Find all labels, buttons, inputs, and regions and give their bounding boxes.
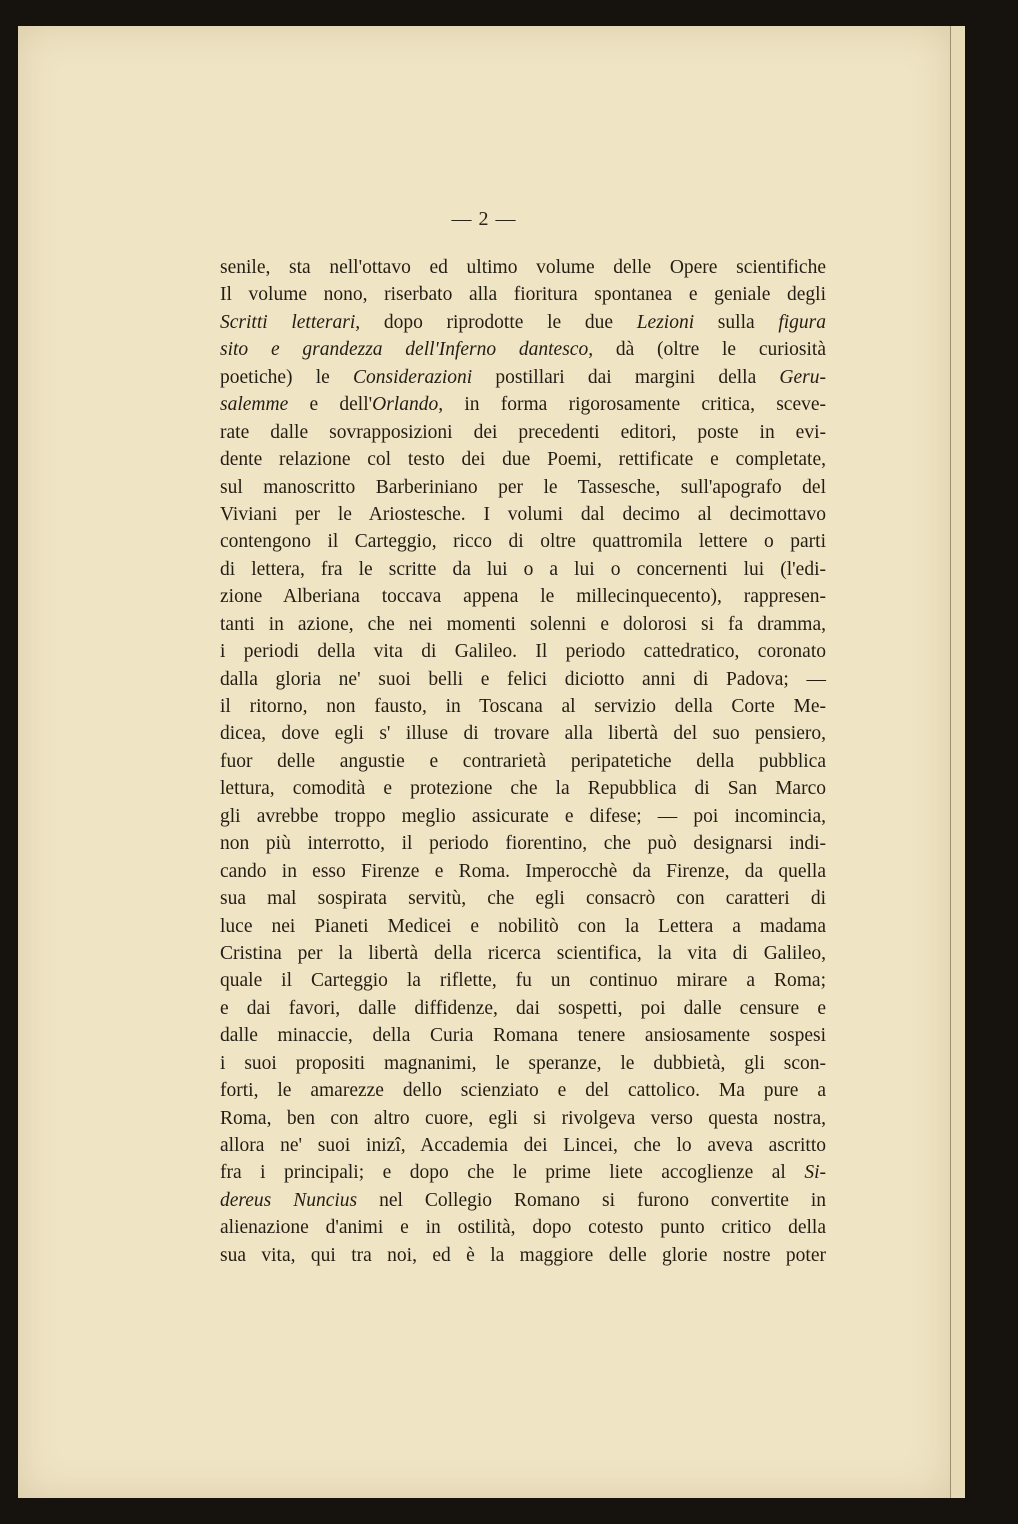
- text-line: [220, 720, 826, 747]
- text-segment: i suoi propositi magnanimi, le speranze, le dubbietà, gli scon-: [220, 1052, 826, 1074]
- text-segment: dà (oltre le curiosità: [593, 339, 826, 361]
- text-segment: Cristina per la libertà della ricerca scientifica, la vita di Galileo,: [220, 942, 826, 964]
- text-segment: in forma rigorosamente critica, sceve-: [443, 394, 826, 416]
- text-segment: dopo riprodotte le due: [360, 311, 637, 333]
- text-segment: sua mal sospirata servitù, che egli consacrò con caratteri di: [220, 888, 826, 910]
- text-segment: sul manoscritto Barberiniano per le Tassesche, sull'apografo del: [220, 476, 826, 498]
- text-segment: postillari dai margini della: [472, 366, 780, 388]
- text-segment: Il volume nono, riserbato alla fioritura spontanea e geniale degli: [220, 284, 826, 306]
- text-line: [220, 638, 826, 665]
- text-line: [220, 885, 826, 912]
- text-line: [220, 995, 826, 1022]
- book-page: [18, 26, 950, 1498]
- text-line: [220, 528, 826, 555]
- text-line: [220, 611, 826, 638]
- text-line: [220, 254, 826, 281]
- text-segment: dalle minaccie, della Curia Romana tenere ansiosamente sospesi: [220, 1025, 826, 1047]
- text-line: [220, 446, 826, 473]
- page-number: — 2 —: [451, 208, 517, 230]
- text-line: [220, 803, 826, 830]
- text-line: [220, 666, 826, 693]
- text-segment: dalla gloria ne' suoi belli e felici diciotto anni di Padova; —: [220, 668, 826, 690]
- text-line: [220, 1132, 826, 1159]
- text-line: [220, 913, 826, 940]
- text-segment: gli avrebbe troppo meglio assicurate e difese; — poi incomincia,: [220, 805, 826, 827]
- text-segment: e dai favori, dalle diffidenze, dai sospetti, poi dalle censure e: [220, 997, 826, 1019]
- text-segment: zione Alberiana toccava appena le millecinquecento), rappresen-: [220, 586, 826, 608]
- text-segment: tanti in azione, che nei momenti solenni e dolorosi si fa dramma,: [220, 613, 826, 635]
- text-line: [220, 1077, 826, 1104]
- text-segment: lettura, comodità e protezione che la Repubblica di San Marco: [220, 778, 826, 800]
- text-line: [220, 364, 826, 391]
- italic-text: figura: [778, 311, 827, 333]
- text-line: [220, 693, 826, 720]
- text-segment: luce nei Pianeti Medicei e nobilitò con la Lettera a madama: [220, 915, 826, 937]
- text-segment: forti, le amarezze dello scienziato e del cattolico. Ma pure a: [220, 1080, 826, 1102]
- text-line: [220, 281, 826, 308]
- text-segment: contengono il Carteggio, ricco di oltre quattromila lettere o parti: [220, 531, 826, 553]
- text-line: [220, 775, 826, 802]
- text-line: [220, 419, 826, 446]
- italic-text: Orlando,: [372, 394, 444, 416]
- text-segment: Roma, ben con altro cuore, egli si rivolgeva verso questa nostra,: [220, 1107, 826, 1129]
- text-segment: dente relazione col testo dei due Poemi, rettificate e completate,: [220, 449, 826, 471]
- text-line: [220, 1022, 826, 1049]
- text-line: [220, 1105, 826, 1132]
- text-segment: non più interrotto, il periodo fiorentino, che può designarsi indi-: [220, 833, 826, 855]
- text-segment: poetiche) le: [220, 366, 353, 388]
- text-segment: allora ne' suoi inizî, Accademia dei Lincei, che lo aveva ascritto: [220, 1135, 826, 1156]
- text-segment: senile, sta nell'ottavo ed ultimo volume delle Opere scientifiche: [220, 257, 826, 278]
- italic-text: Si-: [804, 1162, 826, 1184]
- italic-text: Considerazioni: [352, 366, 473, 388]
- text-line: [220, 556, 826, 583]
- italic-text: Lezioni: [636, 311, 695, 333]
- text-segment: cando in esso Firenze e Roma. Imperocchè da Firenze, da quella: [220, 860, 826, 882]
- text-segment: quale il Carteggio la riflette, fu un continuo mirare a Roma;: [220, 970, 826, 992]
- text-line: [220, 967, 826, 994]
- text-segment: e dell': [288, 394, 373, 416]
- text-line: [220, 858, 826, 885]
- text-segment: sua vita, qui tra noi, ed è la maggiore delle glorie nostre poter: [220, 1244, 826, 1266]
- text-line: [220, 336, 826, 363]
- text-segment: alienazione d'animi e in ostilità, dopo cotesto punto critico della: [220, 1217, 826, 1239]
- next-page-edge: [950, 26, 965, 1498]
- italic-text: Scritti letterari,: [220, 311, 361, 333]
- text-segment: Viviani per le Ariostesche. I volumi dal decimo al decimottavo: [220, 503, 826, 525]
- body-text: [220, 254, 826, 1269]
- italic-text: dereus Nuncius: [220, 1189, 358, 1211]
- text-line: [220, 501, 826, 528]
- text-segment: di lettera, fra le scritte da lui o a lui o concernenti lui (l'edi-: [220, 558, 826, 580]
- text-line: [220, 583, 826, 610]
- text-line: [220, 391, 826, 418]
- text-line: [220, 309, 826, 336]
- text-segment: fuor delle angustie e contrarietà peripatetiche della pubblica: [220, 750, 826, 772]
- text-line: [220, 1159, 826, 1186]
- text-segment: il ritorno, non fausto, in Toscana al servizio della Corte Me-: [220, 696, 826, 717]
- text-segment: i periodi della vita di Galileo. Il periodo cattedratico, coronato: [220, 641, 826, 663]
- text-segment: rate dalle sovrapposizioni dei precedenti editori, poste in evi-: [220, 421, 826, 443]
- text-line: [220, 1187, 826, 1214]
- text-line: [220, 748, 826, 775]
- italic-text: salemme: [220, 394, 289, 416]
- text-line: [220, 830, 826, 857]
- text-segment: fra i principali; e dopo che le prime liete accoglienze al: [220, 1162, 805, 1184]
- text-line: [220, 940, 826, 967]
- text-segment: sulla: [694, 311, 779, 333]
- italic-text: sito e grandezza dell'Inferno dantesco,: [220, 339, 594, 361]
- text-line: [220, 1242, 826, 1269]
- text-line: [220, 1214, 826, 1241]
- text-line: [220, 474, 826, 501]
- italic-text: Geru-: [779, 366, 826, 388]
- text-segment: dicea, dove egli s' illuse di trovare alla libertà del suo pensiero,: [220, 723, 826, 745]
- text-line: [220, 1050, 826, 1077]
- text-segment: nel Collegio Romano si furono convertite in: [357, 1189, 826, 1211]
